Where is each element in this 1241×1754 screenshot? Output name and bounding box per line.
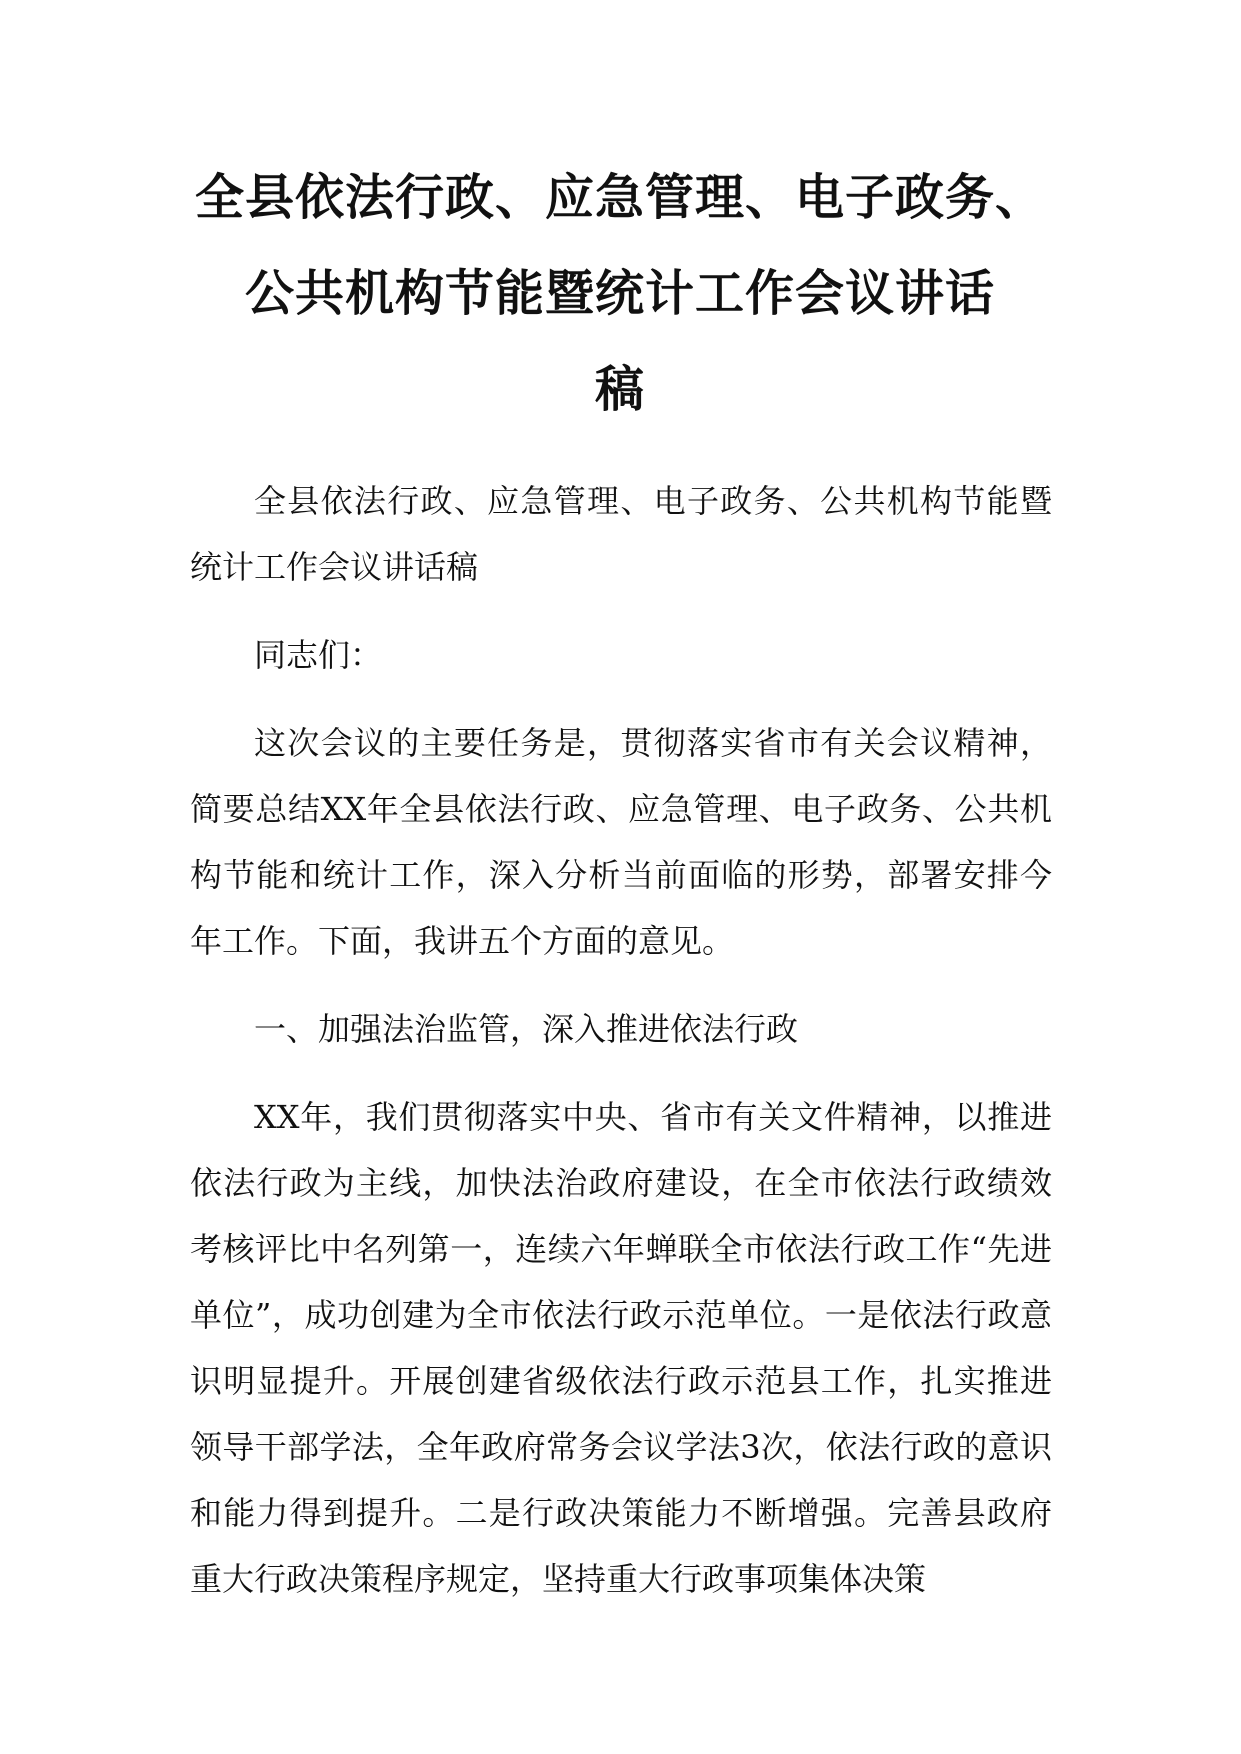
- document-title: [170, 150, 1070, 438]
- paragraph-intro: 这次会议的主要任务是，贯彻落实省市有关会议精神，简要总结XX年全县依法行政、应急管理、电子政务、公共机构节能和统计工作，深入分析当前面临的形势，部署安排今年工作。下面，我讲五个方面的意见。: [190, 724, 1052, 960]
- title-line-2: 公共机构节能暨统计工作会议讲话: [244, 265, 995, 322]
- title-line-1: 全县依法行政、应急管理、电子政务、: [194, 169, 1045, 226]
- paragraph-section-1: XX年，我们贯彻落实中央、省市有关文件精神，以推进依法行政为主线，加快法治政府建设，在全市依法行政绩效考核评比中名列第一，连续六年蝉联全市依法行政工作“先进单位”，成功创建为全市依法行政示范单位。一是依法行政意识明显提升。开展创建省级依法行政示范县工作，扎实推进领导干部学法，全年政府常务会议学法3次，依法行政的意识和能力得到提升。二是行政决策能力不断增强。完善县政府重大行政决策程序规定，坚持重大行政事项集体决策: [190, 1098, 1052, 1598]
- document-body: [190, 468, 1052, 1612]
- paragraph-salutation: 同志们：: [254, 636, 383, 674]
- title-line-3: 稿: [594, 361, 645, 418]
- section-heading-1: 一、加强法治监管，深入推进依法行政: [254, 1010, 799, 1048]
- paragraph-subtitle: 全县依法行政、应急管理、电子政务、公共机构节能暨统计工作会议讲话稿: [190, 482, 1052, 586]
